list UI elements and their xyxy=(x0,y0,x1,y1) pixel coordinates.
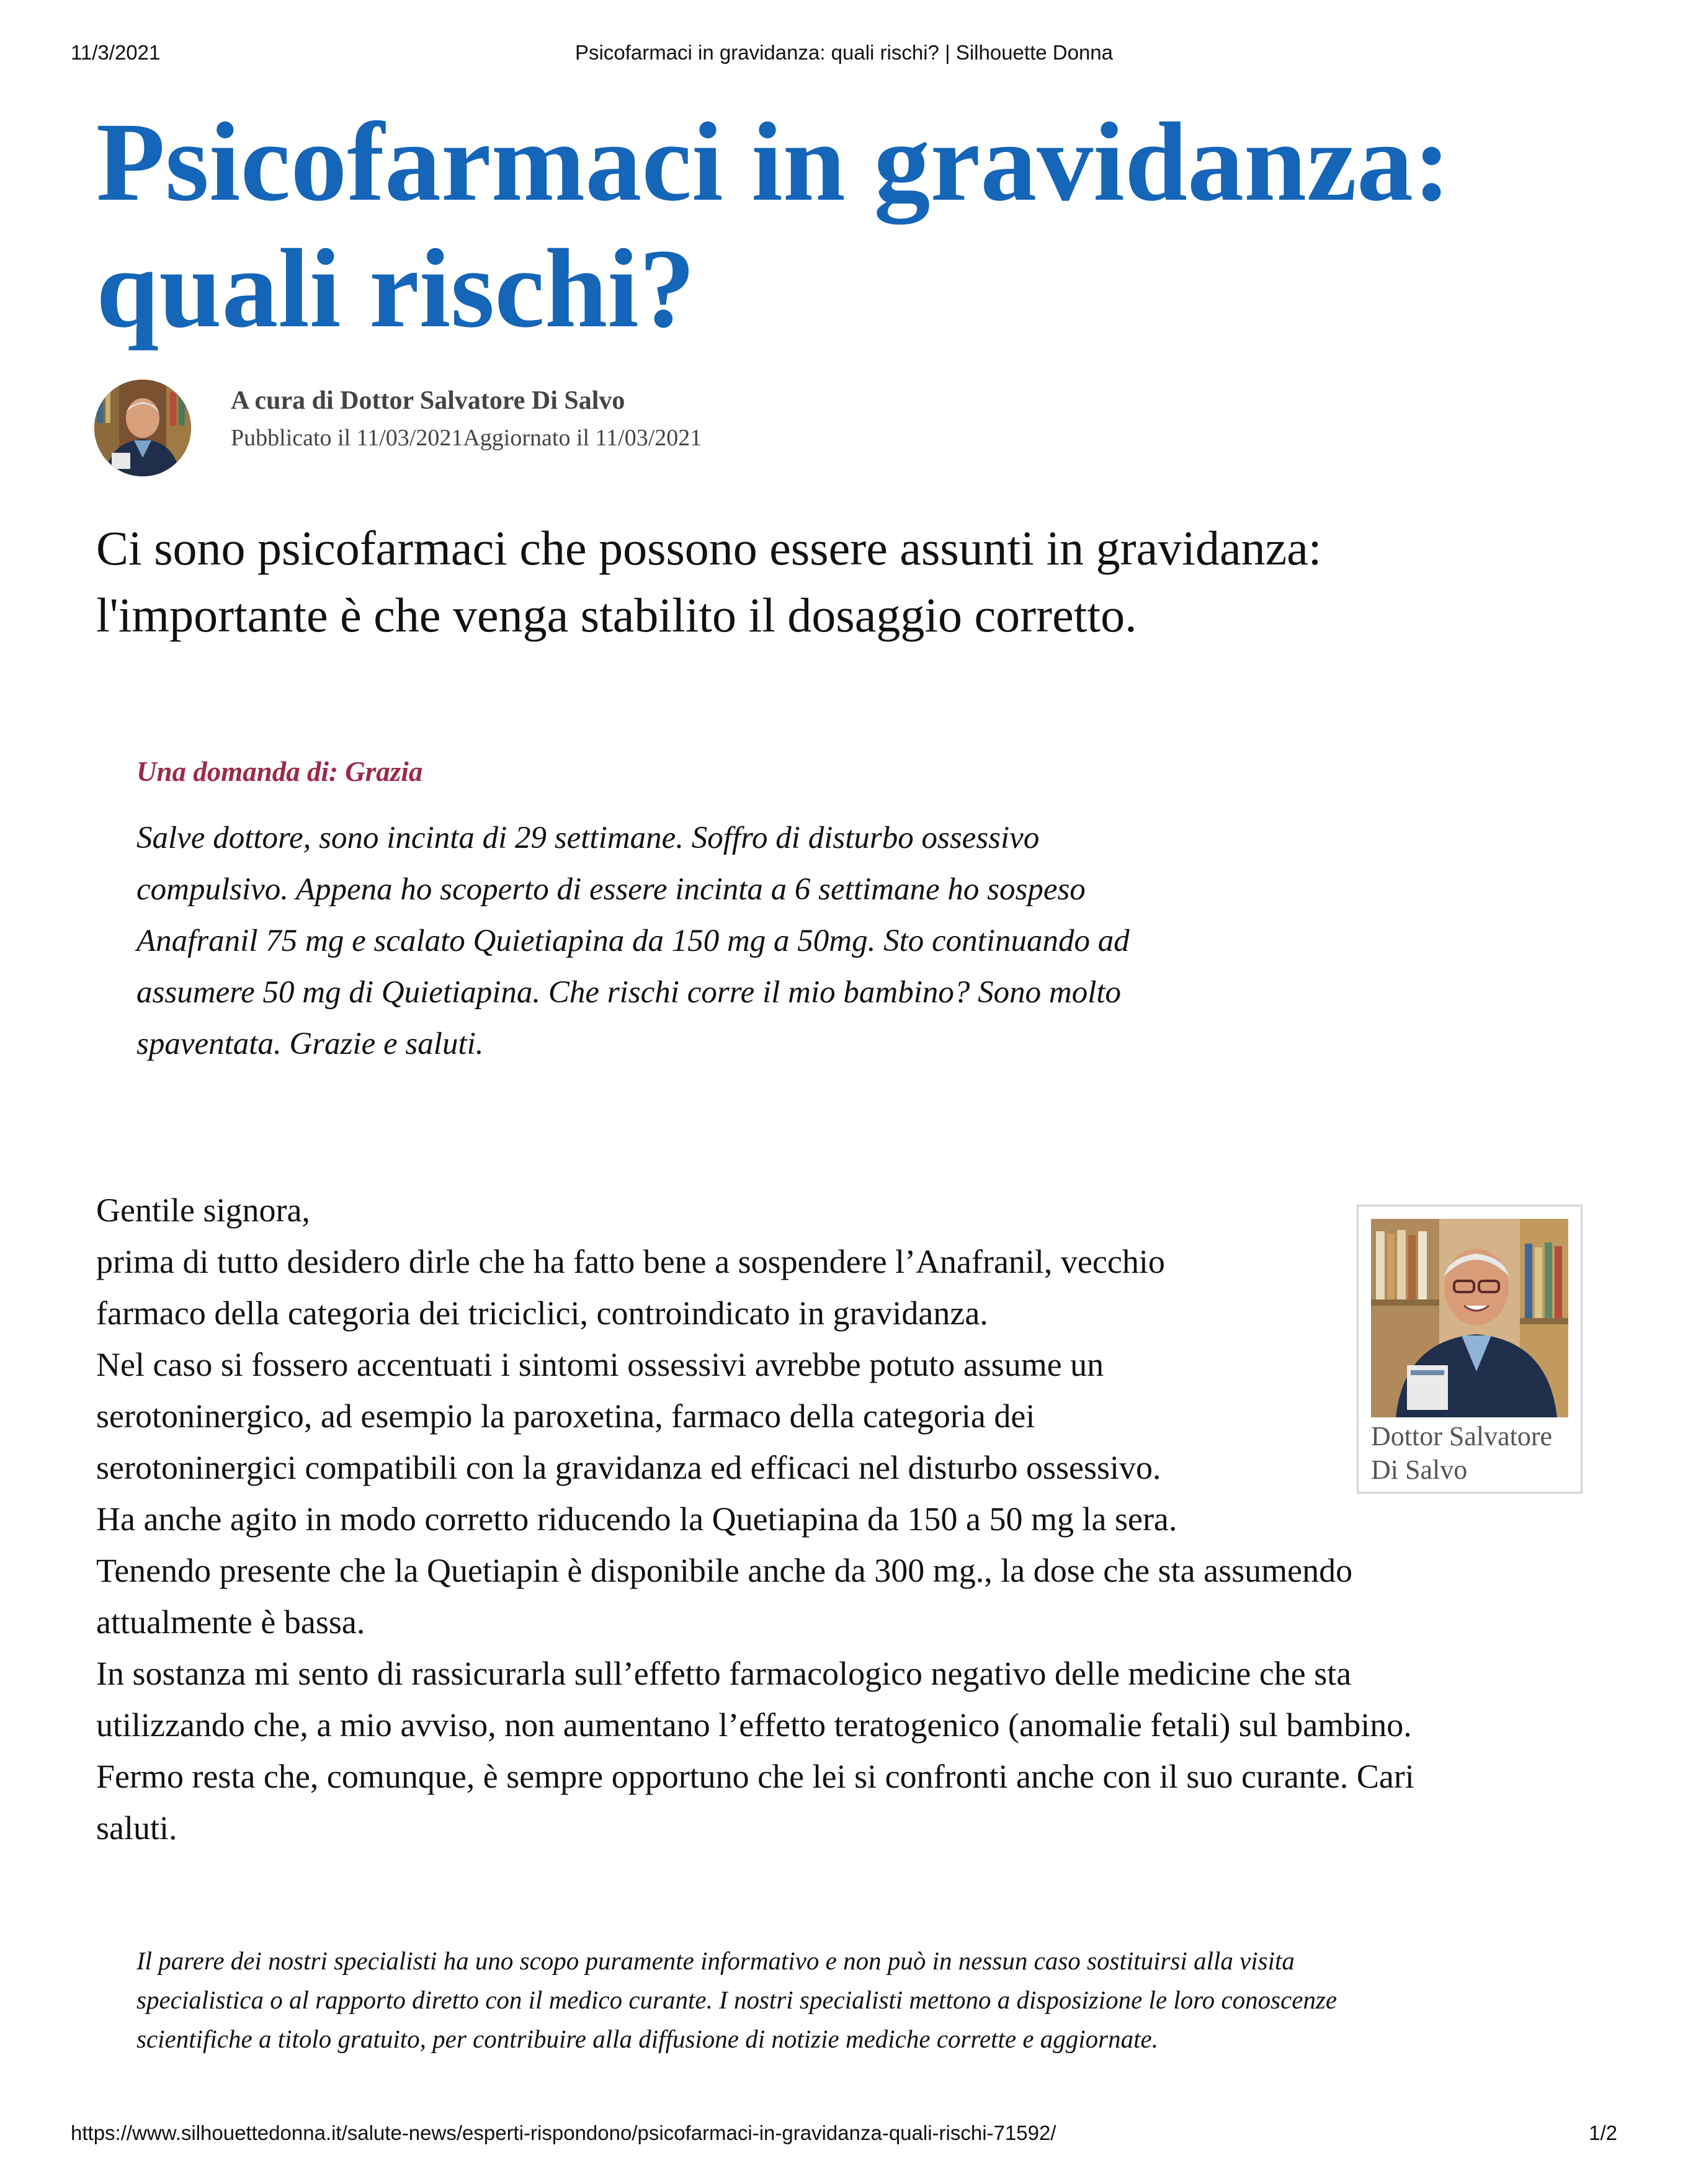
print-footer xyxy=(71,2121,1617,2149)
page-number: 1/2 xyxy=(1589,2121,1617,2144)
answer-line: attualmente è bassa. xyxy=(96,1603,365,1641)
doctor-caption xyxy=(1371,1420,1576,1487)
answer-line: In sostanza mi sento di rassicurarla sull’effetto farmacologico negativo delle medicine che sta xyxy=(96,1655,1352,1692)
answer-line: Nel caso si fossero accentuati i sintomi ossessivi avrebbe potuto assume un xyxy=(96,1346,1104,1383)
article-title xyxy=(96,99,1616,352)
doctor-figure xyxy=(1357,1205,1583,1494)
question-line: Salve dottore, sono incinta di 29 settimane. Soffro di disturbo ossessivo xyxy=(136,821,1040,855)
answer-line: Gentile signora, xyxy=(96,1192,310,1229)
disclaimer-line: Il parere dei nostri specialisti ha uno scopo puramente informativo e non può in nessun caso sostituirsi alla visita xyxy=(136,1946,1295,1975)
author-name[interactable]: A cura di Dottor Salvatore Di Salvo xyxy=(231,386,625,415)
doctor-portrait-icon xyxy=(1371,1219,1568,1417)
answer-wrapped-section xyxy=(96,1185,1331,1545)
question-line: assumere 50 mg di Quietiapina. Che rischi corre il mio bambino? Sono molto xyxy=(136,975,1122,1010)
print-url: https://www.silhouettedonna.it/salute-news/esperti-rispondono/psicofarmaci-in-gravidanza-quali-rischi-71592/ xyxy=(71,2121,1056,2144)
question-line: Anafranil 75 mg e scalato Quietiapina da 150 mg a 50mg. Sto continuando ad xyxy=(136,924,1130,958)
question-line: compulsivo. Appena ho scoperto di essere incinta a 6 settimane ho sospeso xyxy=(136,872,1086,907)
print-header xyxy=(71,41,1617,68)
answer-line: Fermo resta che, comunque, è sempre opportuno che lei si confronti anche con il suo curante. Cari xyxy=(96,1758,1414,1795)
publish-dates: Pubblicato il 11/03/2021Aggiornato il 11/03/2021 xyxy=(231,425,702,451)
disclaimer-line: scientifiche a titolo gratuito, per contribuire alla diffusione di notizie mediche corrette e aggiornate. xyxy=(136,2025,1158,2053)
doctor-caption-line-1: Dottor Salvatore xyxy=(1371,1421,1553,1451)
print-date: 11/3/2021 xyxy=(71,41,161,64)
author-block xyxy=(94,380,963,479)
print-page-title: Psicofarmaci in gravidanza: quali rischi? | Silhouette Donna xyxy=(574,41,1114,64)
question-text xyxy=(136,813,1303,1070)
answer-line: serotoninergico, ad esempio la paroxetina, farmaco della categoria dei xyxy=(96,1397,1035,1435)
disclaimer xyxy=(136,1941,1588,2059)
answer-line: Tenendo presente che la Quetiapin è disponibile anche da 300 mg., la dose che sta assumendo xyxy=(96,1552,1353,1589)
question-author-label: Una domanda di: Grazia xyxy=(136,756,423,787)
disclaimer-line: specialistica o al rapporto diretto con il medico curante. I nostri specialisti mettono a disposizione le loro conoscenze xyxy=(136,1986,1337,2014)
avatar[interactable] xyxy=(94,380,191,476)
answer-line: serotoninergici compatibili con la gravidanza ed efficaci nel disturbo ossessivo. xyxy=(96,1449,1161,1486)
answer-line: Ha anche agito in modo corretto riducendo la Quetiapina da 150 a 50 mg la sera. xyxy=(96,1500,1177,1538)
lead-line-1: Ci sono psicofarmaci che possono essere assunti in gravidanza: xyxy=(96,521,1322,575)
answer-line: farmaco della categoria dei triciclici, controindicato in gravidanza. xyxy=(96,1295,988,1332)
answer-line: prima di tutto desidero dirle che ha fatto bene a sospendere l’Anafranil, vecchio xyxy=(96,1243,1165,1280)
lead-line-2: l'importante è che venga stabilito il dosaggio corretto. xyxy=(96,588,1137,642)
question-line: spaventata. Grazie e saluti. xyxy=(136,1027,484,1061)
article-title-line-1: Psicofarmaci in gravidanza: xyxy=(96,100,1451,225)
article-lead xyxy=(96,515,1616,649)
answer-line: utilizzando che, a mio avviso, non aumentano l’effetto teratogenico (anomalie fetali) sul bambino. xyxy=(96,1706,1412,1744)
answer-line: saluti. xyxy=(96,1809,177,1847)
doctor-caption-line-2: Di Salvo xyxy=(1371,1455,1468,1485)
article-title-line-2: quali rischi? xyxy=(96,226,695,351)
author-portrait-icon xyxy=(94,380,191,476)
doctor-photo xyxy=(1371,1219,1568,1417)
